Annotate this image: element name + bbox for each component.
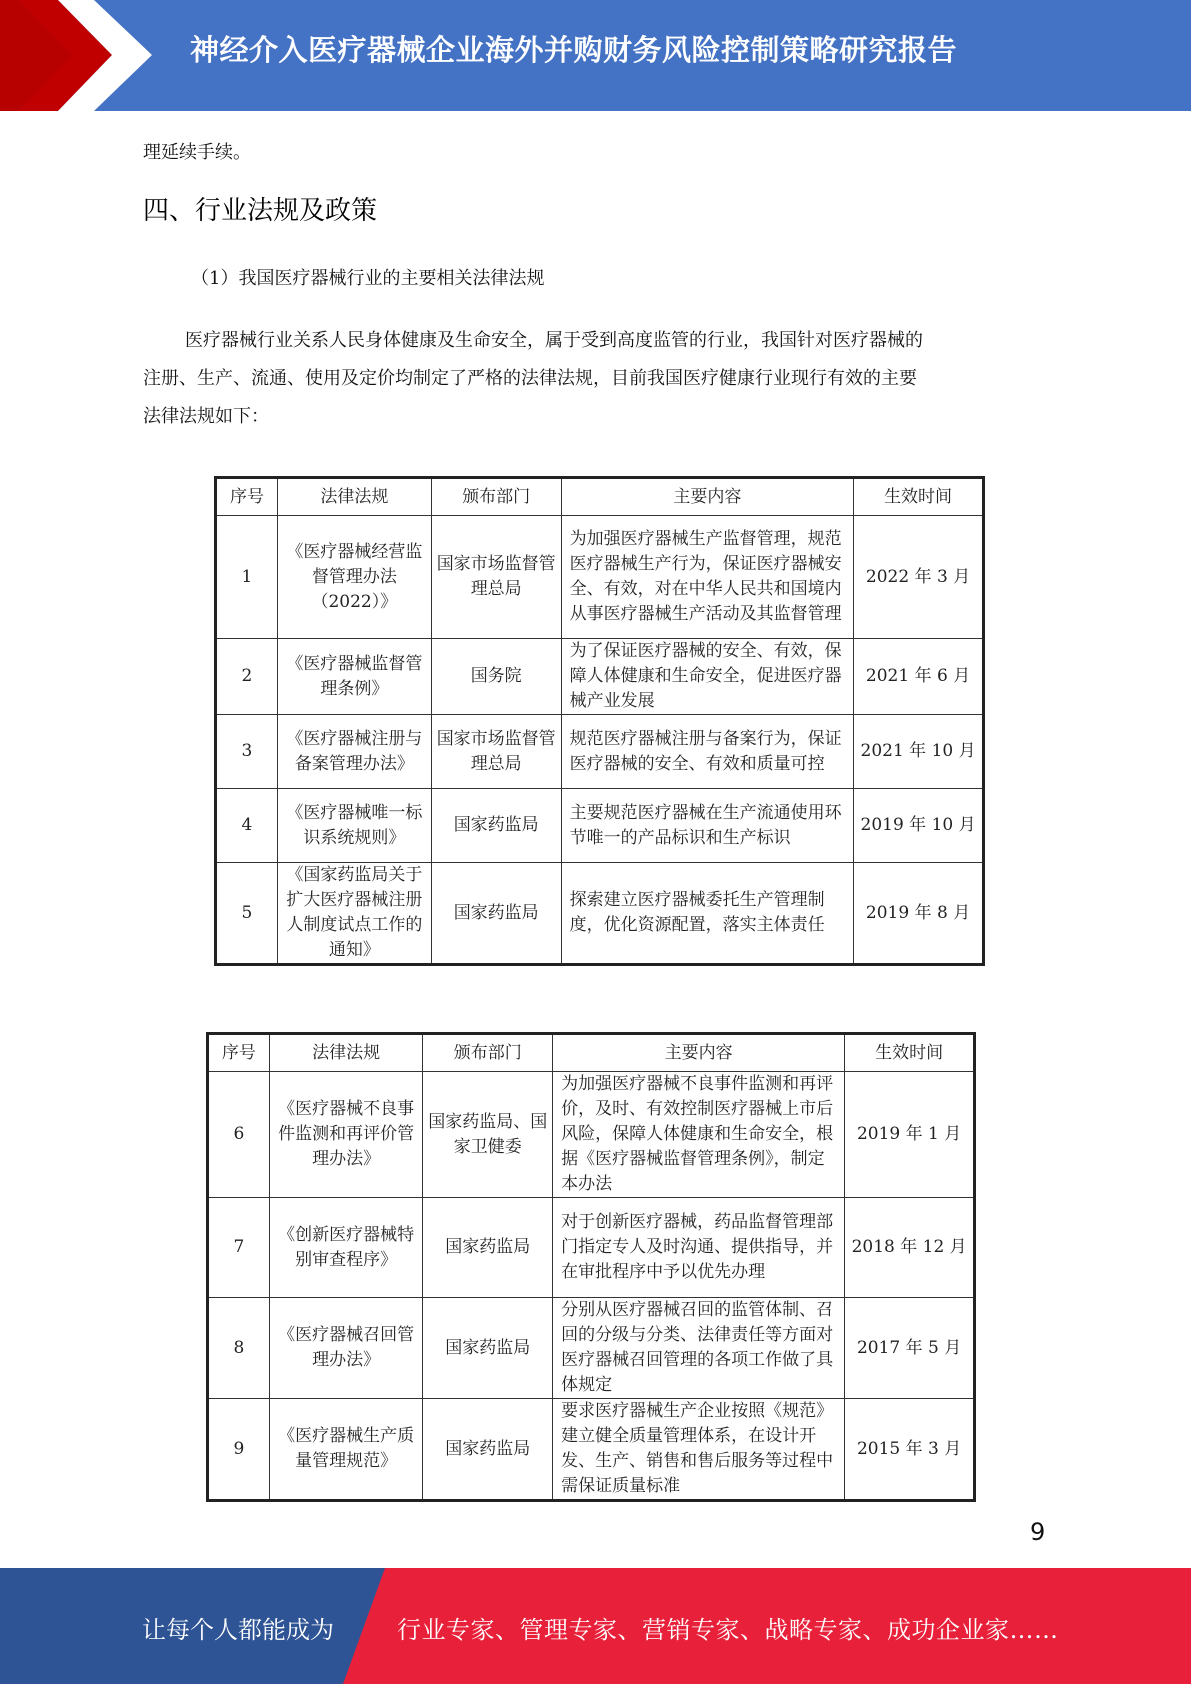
row-no: 8 — [208, 1298, 270, 1399]
row-law: 《医疗器械不良事件监测和再评价管理办法》 — [269, 1072, 423, 1198]
table-row — [216, 863, 984, 965]
row-no: 6 — [208, 1072, 270, 1198]
row-content: 为加强医疗器械不良事件监测和再评价，及时、有效控制医疗器械上市后风险，保障人体健康和生命安全，根据《医疗器械监督管理条例》，制定本办法 — [553, 1072, 845, 1198]
header-law: 法律法规 — [277, 478, 431, 516]
paragraph-line: 注册、生产、流通、使用及定价均制定了严格的法律法规，目前我国医疗健康行业现行有效的主要 — [143, 368, 917, 389]
paragraph-line: 医疗器械行业关系人民身体健康及生命安全，属于受到高度监管的行业，我国针对医疗器械的 — [185, 330, 923, 351]
header-content: 主要内容 — [561, 478, 854, 516]
row-no: 9 — [208, 1399, 270, 1501]
header-dept: 颁布部门 — [431, 478, 561, 516]
table-row — [208, 1072, 975, 1198]
footer-slogan-left: 让每个人都能成为 — [142, 1616, 334, 1644]
regulations-table-1 — [214, 476, 985, 966]
row-law: 《医疗器械监督管理条例》 — [277, 639, 431, 715]
row-dept: 国家药监局 — [431, 863, 561, 965]
paragraph-line: 法律法规如下： — [143, 406, 269, 427]
row-date: 2015 年 3 月 — [845, 1399, 975, 1501]
row-content: 要求医疗器械生产企业按照《规范》建立健全质量管理体系，在设计开发、生产、销售和售后服务等过程中需保证质量标准 — [553, 1399, 845, 1501]
row-date: 2021 年 6 月 — [854, 639, 984, 715]
page-header — [0, 0, 1191, 111]
row-date: 2022 年 3 月 — [854, 516, 984, 639]
table-row — [216, 639, 984, 715]
row-law: 《创新医疗器械特别审查程序》 — [269, 1198, 423, 1298]
page-footer — [0, 1568, 1191, 1684]
report-title: 神经介入医疗器械企业海外并购财务风险控制策略研究报告 — [190, 33, 958, 67]
table-header-row — [208, 1034, 975, 1072]
table-row — [216, 715, 984, 789]
header-no: 序号 — [208, 1034, 270, 1072]
row-no: 1 — [216, 516, 278, 639]
table-row — [216, 516, 984, 639]
row-law: 《医疗器械生产质量管理规范》 — [269, 1399, 423, 1501]
row-dept: 国家市场监督管理总局 — [431, 715, 561, 789]
row-dept: 国家市场监督管理总局 — [431, 516, 561, 639]
row-dept: 国家药监局 — [423, 1298, 553, 1399]
regulations-table-2 — [206, 1032, 976, 1502]
header-law: 法律法规 — [269, 1034, 423, 1072]
table-row — [208, 1298, 975, 1399]
header-dept: 颁布部门 — [423, 1034, 553, 1072]
row-date: 2019 年 8 月 — [854, 863, 984, 965]
row-date: 2018 年 12 月 — [845, 1198, 975, 1298]
header-date: 生效时间 — [854, 478, 984, 516]
subheading: （1）我国医疗器械行业的主要相关法律法规 — [191, 268, 545, 289]
row-content: 主要规范医疗器械在生产流通使用环节唯一的产品标识和生产标识 — [561, 789, 854, 863]
row-content: 为加强医疗器械生产监督管理，规范医疗器械生产行为，保证医疗器械安全、有效，对在中华人民共和国境内从事医疗器械生产活动及其监督管理 — [561, 516, 854, 639]
row-content: 探索建立医疗器械委托生产管理制度，优化资源配置，落实主体责任 — [561, 863, 854, 965]
row-date: 2019 年 1 月 — [845, 1072, 975, 1198]
table-row — [216, 789, 984, 863]
header-no: 序号 — [216, 478, 278, 516]
row-no: 4 — [216, 789, 278, 863]
header-date: 生效时间 — [845, 1034, 975, 1072]
section-heading: 四、行业法规及政策 — [143, 196, 378, 226]
table-row — [208, 1399, 975, 1501]
row-content: 对于创新医疗器械，药品监督管理部门指定专人及时沟通、提供指导，并在审批程序中予以优先办理 — [553, 1198, 845, 1298]
row-no: 3 — [216, 715, 278, 789]
row-dept: 国家药监局 — [423, 1399, 553, 1501]
row-law: 《医疗器械经营监督管理办法（2022）》 — [277, 516, 431, 639]
row-law: 《医疗器械注册与备案管理办法》 — [277, 715, 431, 789]
row-dept: 国务院 — [431, 639, 561, 715]
row-law: 《国家药监局关于扩大医疗器械注册人制度试点工作的通知》 — [277, 863, 431, 965]
table-row — [208, 1198, 975, 1298]
row-content: 为了保证医疗器械的安全、有效，保障人体健康和生命安全，促进医疗器械产业发展 — [561, 639, 854, 715]
footer-slogan-right: 行业专家、管理专家、营销专家、战略专家、成功企业家…… — [397, 1616, 1059, 1644]
row-dept: 国家药监局、国家卫健委 — [423, 1072, 553, 1198]
row-law: 《医疗器械召回管理办法》 — [269, 1298, 423, 1399]
intro-fragment: 理延续手续。 — [143, 142, 251, 163]
row-content: 规范医疗器械注册与备案行为，保证医疗器械的安全、有效和质量可控 — [561, 715, 854, 789]
page-number: 9 — [1030, 1518, 1046, 1546]
row-date: 2019 年 10 月 — [854, 789, 984, 863]
row-no: 5 — [216, 863, 278, 965]
table-header-row — [216, 478, 984, 516]
header-content: 主要内容 — [553, 1034, 845, 1072]
row-no: 7 — [208, 1198, 270, 1298]
row-content: 分别从医疗器械召回的监管体制、召回的分级与分类、法律责任等方面对医疗器械召回管理的各项工作做了具体规定 — [553, 1298, 845, 1399]
row-date: 2021 年 10 月 — [854, 715, 984, 789]
row-dept: 国家药监局 — [423, 1198, 553, 1298]
row-dept: 国家药监局 — [431, 789, 561, 863]
body-paragraph — [143, 322, 1048, 436]
row-date: 2017 年 5 月 — [845, 1298, 975, 1399]
row-no: 2 — [216, 639, 278, 715]
row-law: 《医疗器械唯一标识系统规则》 — [277, 789, 431, 863]
